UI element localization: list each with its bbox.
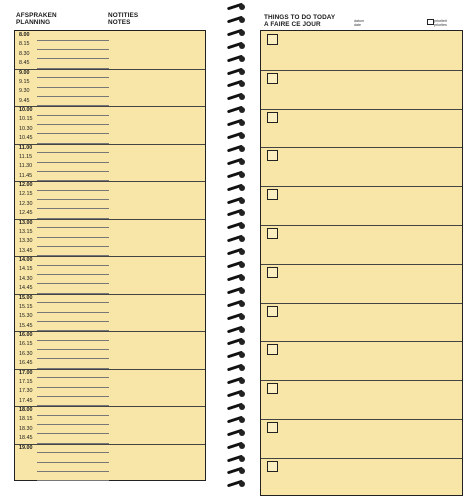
binding-hole [239,404,245,410]
time-label: 14.45 [19,285,33,292]
todo-row[interactable] [261,186,462,226]
binding-hole [239,339,245,345]
binding-hole [239,391,245,397]
notes-header [108,13,138,26]
time-slot[interactable] [15,125,109,135]
time-label: 17.00 [19,369,33,376]
time-slot[interactable] [15,265,109,275]
priority-label [434,19,447,27]
time-slot[interactable] [15,31,109,41]
time-slot[interactable] [15,472,109,482]
priority-label-line1: prioriteit [434,19,447,23]
todo-checkbox[interactable] [267,461,278,472]
left-planner-page [10,8,222,492]
time-slot[interactable] [15,228,109,238]
time-label: 15.00 [19,294,33,301]
time-slot[interactable] [15,397,109,407]
binding-hole [239,223,245,229]
binding-hole [239,69,245,75]
spiral-coil [226,120,248,126]
right-todo-page [256,8,468,492]
time-slot[interactable] [15,359,109,369]
hour-block [15,256,205,295]
spiral-coil [226,210,248,216]
time-label: 12.45 [19,210,33,217]
spiral-coil [226,391,248,397]
todo-row[interactable] [261,264,462,304]
hour-block [15,444,205,482]
todo-checkbox[interactable] [267,73,278,84]
binding-hole [239,301,245,307]
time-slot[interactable] [15,200,109,210]
todo-checkbox[interactable] [267,267,278,278]
time-label: 13.15 [19,228,33,235]
binding-hole [239,352,245,358]
hour-block [15,106,205,145]
binding-hole [239,4,245,10]
binding-hole [239,146,245,152]
binding-hole [239,417,245,423]
time-label: 18.45 [19,435,33,442]
time-slot[interactable] [15,275,109,285]
binding-hole [239,327,245,333]
binding-hole [239,288,245,294]
time-slot[interactable] [15,78,109,88]
spiral-coil [226,17,248,23]
hour-block [15,144,205,183]
time-label: 12.30 [19,200,33,207]
spiral-coil [226,275,248,281]
spiral-coil [226,468,248,474]
time-label: 13.00 [19,219,33,226]
binding-hole [239,365,245,371]
time-slot[interactable] [15,172,109,182]
todo-row[interactable] [261,70,462,110]
spiral-coil [226,159,248,165]
time-slot[interactable] [15,415,109,425]
binding-hole [239,56,245,62]
time-label: 9.00 [19,69,30,76]
binding-hole [239,133,245,139]
hour-block [15,31,205,70]
todo-row[interactable] [261,419,462,459]
spiral-coil [226,94,248,100]
time-slot[interactable] [15,453,109,463]
binding-hole [239,159,245,165]
time-label: 12.15 [19,191,33,198]
hour-block [15,181,205,220]
todo-row[interactable] [261,31,462,71]
time-slot[interactable] [15,162,109,172]
priority-checkbox[interactable] [427,19,434,25]
todo-checkbox[interactable] [267,189,278,200]
time-slot[interactable] [15,350,109,360]
time-label: 11.45 [19,172,33,179]
todo-row[interactable] [261,225,462,265]
spiral-coil [226,56,248,62]
time-label: 10.45 [19,135,33,142]
binding-hole [239,481,245,487]
notes-header-line1: NOTITIES [108,12,139,19]
time-slot[interactable] [15,247,109,257]
binding-hole [239,249,245,255]
todo-row[interactable] [261,380,462,420]
time-slot[interactable] [15,50,109,60]
time-label: 8.45 [19,60,30,67]
spiral-coil [226,339,248,345]
time-slot[interactable] [15,369,109,379]
time-label: 16.30 [19,350,33,357]
todo-checkbox[interactable] [267,306,278,317]
planning-header [16,13,57,26]
notes-header-line2: NOTES [108,18,131,26]
binding-hole [239,275,245,281]
todo-row[interactable] [261,109,462,149]
time-label: 18.30 [19,425,33,432]
spiral-coil [226,352,248,358]
time-slot[interactable] [15,444,109,454]
todo-title-line1: THINGS TO DO TODAY [264,14,336,21]
time-label: 9.15 [19,78,30,85]
time-label: 14.00 [19,257,33,263]
binding-hole [239,43,245,49]
time-slot[interactable] [15,434,109,444]
time-slot[interactable] [15,144,109,154]
binding-hole [239,468,245,474]
time-label: 10.30 [19,125,33,132]
time-label: 17.30 [19,388,33,395]
time-label: 13.30 [19,238,33,245]
binding-hole [239,210,245,216]
todo-row[interactable] [261,147,462,187]
spiral-coil [226,314,248,320]
spiral-coil [226,417,248,423]
date-label-line2: date [354,23,361,27]
hour-block [15,219,205,258]
time-slot[interactable] [15,387,109,397]
time-slot[interactable] [15,106,109,116]
time-label: 12.00 [19,182,33,188]
spiral-coil [226,4,248,10]
todo-checkbox[interactable] [267,34,278,45]
time-slot[interactable] [15,303,109,313]
spiral-coil [226,365,248,371]
spiral-coil [226,430,248,436]
time-slot[interactable] [15,153,109,163]
planning-header-line1: AFSPRAKEN [16,12,57,19]
spiral-coil [226,198,248,204]
schedule-grid [14,30,206,481]
time-label: 17.45 [19,397,33,404]
time-slot[interactable] [15,190,109,200]
todo-checkbox[interactable] [267,383,278,394]
time-slot[interactable] [15,425,109,435]
spiral-coil [226,146,248,152]
spiral-coil [226,69,248,75]
time-label: 10.15 [19,116,33,123]
spiral-coil [226,172,248,178]
time-slot[interactable] [15,237,109,247]
date-label [354,19,364,27]
time-label: 8.30 [19,50,30,57]
time-slot[interactable] [15,40,109,50]
binding-hole [239,262,245,268]
binding-hole [239,17,245,23]
time-slot[interactable] [15,97,109,107]
hour-block [15,369,205,408]
spiral-coil [226,301,248,307]
time-label: 16.15 [19,341,33,348]
time-label: 9.45 [19,97,30,104]
todo-list [260,30,463,496]
slot-rule-line [37,480,109,481]
date-label-line1: datum [354,19,364,23]
hour-block [15,69,205,108]
spiral-binding [226,0,248,500]
binding-hole [239,172,245,178]
spiral-coil [226,262,248,268]
binding-hole [239,81,245,87]
time-slot[interactable] [15,181,109,191]
spiral-coil [226,443,248,449]
time-slot[interactable] [15,462,109,472]
spiral-coil [226,30,248,36]
time-label: 9.30 [19,88,30,95]
time-slot[interactable] [15,87,109,97]
time-label: 18.15 [19,416,33,423]
spiral-coil [226,327,248,333]
spiral-coil [226,481,248,487]
todo-row[interactable] [261,341,462,381]
spiral-coil [226,378,248,384]
time-label: 18.00 [19,407,33,413]
todo-row[interactable] [261,458,462,497]
binding-hole [239,30,245,36]
time-slot[interactable] [15,294,109,304]
time-label: 16.45 [19,360,33,367]
binding-hole [239,456,245,462]
todo-checkbox[interactable] [267,344,278,355]
time-label: 10.00 [19,107,33,113]
time-slot[interactable] [15,322,109,332]
time-label: 15.15 [19,303,33,310]
todo-checkbox[interactable] [267,112,278,123]
spiral-coil [226,236,248,242]
binding-hole [239,443,245,449]
binding-hole [239,107,245,113]
time-label: 15.30 [19,313,33,320]
time-slot[interactable] [15,115,109,125]
time-label: 11.30 [19,163,33,170]
binding-hole [239,314,245,320]
time-label: 11.00 [19,144,33,151]
binding-hole [239,378,245,384]
spiral-coil [226,223,248,229]
time-slot[interactable] [15,59,109,69]
todo-checkbox[interactable] [267,150,278,161]
time-slot[interactable] [15,134,109,144]
spiral-coil [226,43,248,49]
time-slot[interactable] [15,340,109,350]
hour-block [15,406,205,445]
binding-hole [239,185,245,191]
spiral-coil [226,249,248,255]
time-label: 14.15 [19,266,33,273]
time-label: 8.00 [19,32,30,38]
time-slot[interactable] [15,284,109,294]
time-label: 16.00 [19,332,33,338]
hour-block [15,331,205,370]
time-label: 19.00 [19,444,33,451]
binding-hole [239,430,245,436]
time-label: 13.45 [19,247,33,254]
time-label: 11.15 [19,153,33,160]
spiral-coil [226,81,248,87]
time-slot[interactable] [15,406,109,416]
time-label: 8.15 [19,41,30,48]
time-label: 15.45 [19,322,33,329]
hour-block [15,294,205,333]
time-slot[interactable] [15,331,109,341]
planning-header-line2: PLANNING [16,18,51,26]
spiral-coil [226,288,248,294]
todo-title [264,15,335,28]
spiral-coil [226,185,248,191]
time-slot[interactable] [15,219,109,229]
binding-hole [239,120,245,126]
priority-label-line2: priorites [434,23,447,27]
spiral-coil [226,133,248,139]
binding-hole [239,236,245,242]
spiral-coil [226,107,248,113]
todo-checkbox[interactable] [267,422,278,433]
spiral-coil [226,456,248,462]
binding-hole [239,94,245,100]
todo-checkbox[interactable] [267,228,278,239]
time-slot[interactable] [15,69,109,79]
time-label: 14.30 [19,275,33,282]
time-slot[interactable] [15,378,109,388]
time-label: 17.15 [19,378,33,385]
todo-row[interactable] [261,303,462,343]
spiral-coil [226,404,248,410]
time-slot[interactable] [15,209,109,219]
binding-hole [239,198,245,204]
time-slot[interactable] [15,256,109,266]
time-slot[interactable] [15,312,109,322]
todo-title-line2: A FAIRE CE JOUR [264,20,321,28]
